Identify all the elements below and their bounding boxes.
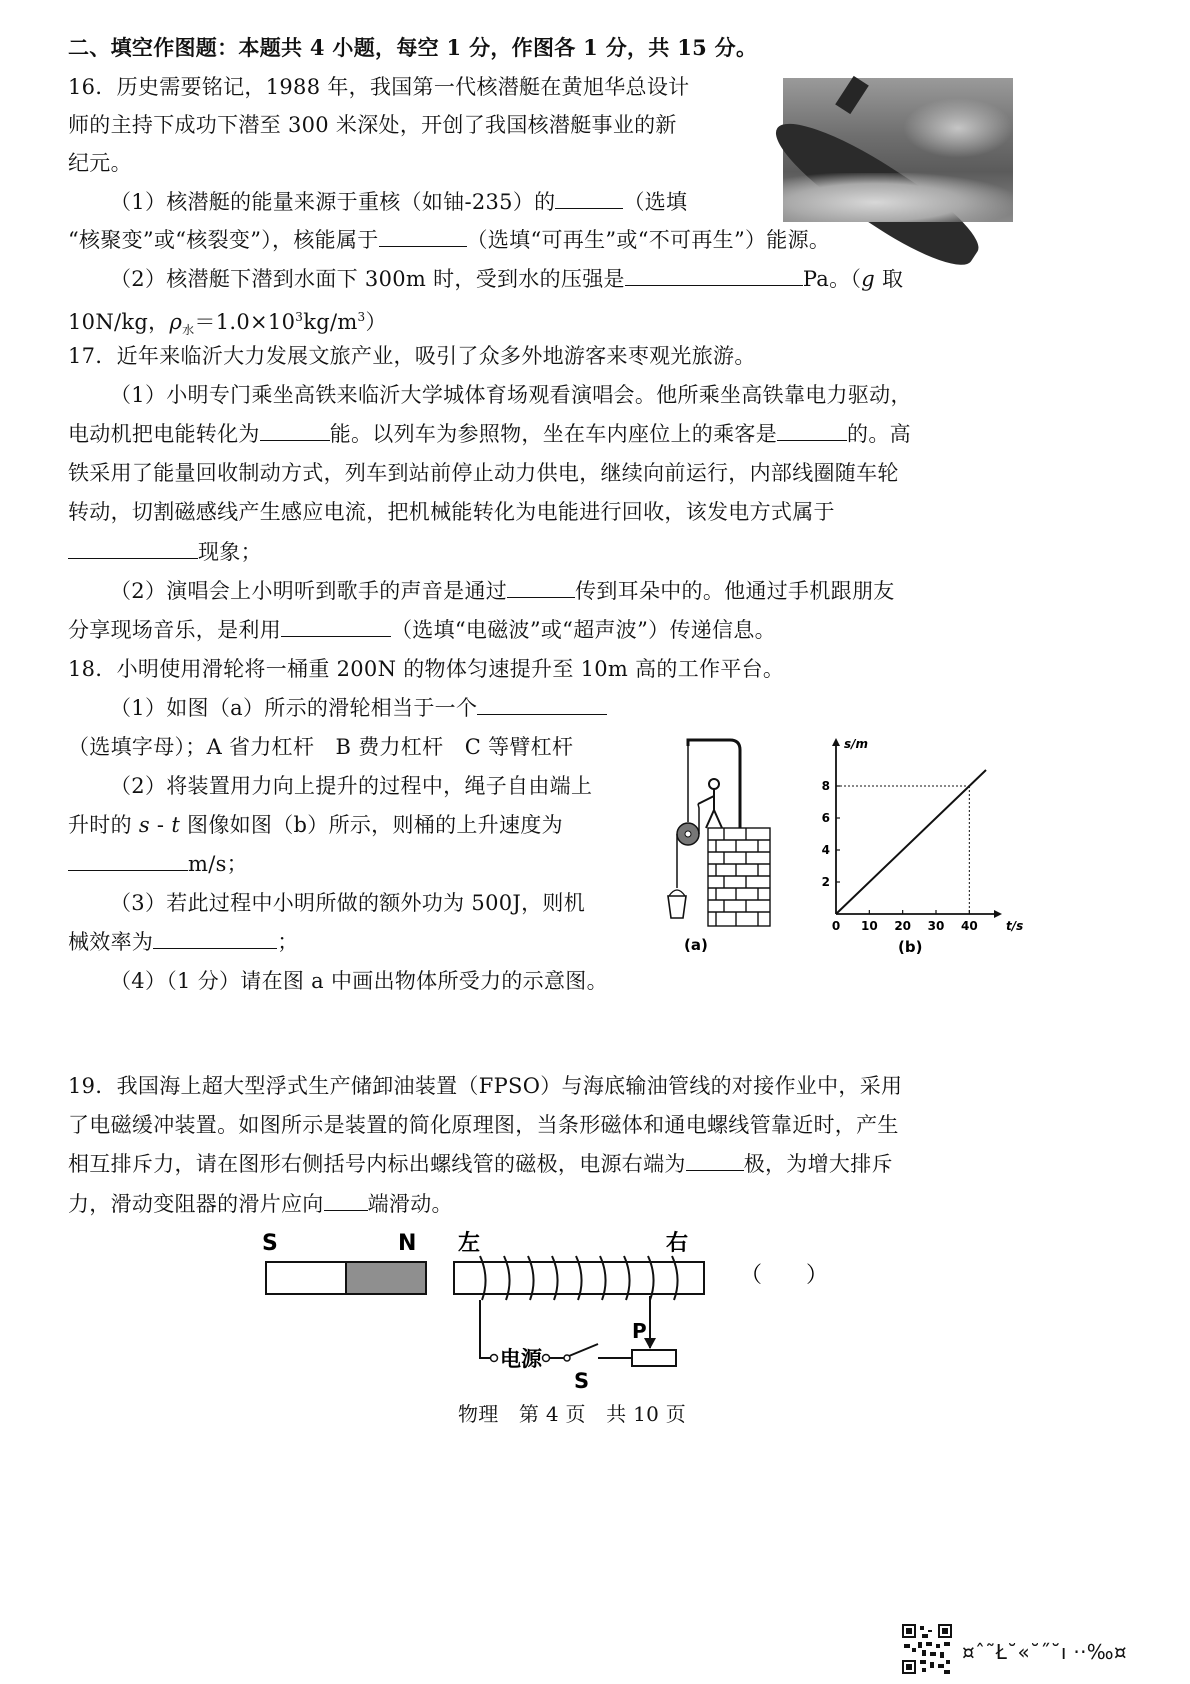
q18-text-2b5: 图像如图（b）所示，则桶的上升速度为	[180, 813, 563, 837]
q16-part2-text-b: Pa。（	[802, 267, 862, 291]
q16-blank-1[interactable]	[555, 188, 623, 209]
q18-part3: （3）若此过程中小明所做的额外功为 500J，则机	[110, 891, 586, 915]
switch-label: S	[574, 1369, 590, 1393]
q17-text-b1: 电动机把电能转化为	[68, 422, 260, 446]
q16-part2-text: （2）核潜艇下潜到水面下 300m 时，受到水的压强是	[110, 267, 625, 291]
q17-blank-1[interactable]	[260, 420, 330, 441]
x-tick-label: 20	[894, 919, 912, 933]
brick-wall	[708, 828, 770, 926]
corner-garbled-text: ¤ˆ˜Ł˘«˘˝˘ı ··‰¤	[962, 1640, 1127, 1664]
section-title: 二、填空作图题：本题共 4 小题，每空 1 分，作图各 1 分，共 15 分。	[68, 35, 758, 60]
q19-text-3b: 极，为增大排斥	[743, 1152, 893, 1176]
q18-part2: （2）将装置用力向上提升的过程中，绳子自由端上	[110, 774, 593, 798]
solenoid-pole-bracket[interactable]: （ ）	[740, 1263, 829, 1288]
q16-line3: 纪元。	[68, 151, 132, 175]
q19-line2: 了电磁缓冲装置。如图所示是装置的简化原理图，当条形磁体和通电螺线管靠近时，产生	[68, 1113, 899, 1137]
q16-exp2: 3	[357, 310, 366, 324]
pulley-hub	[685, 831, 691, 837]
q16-rho-symbol: ρ	[169, 310, 183, 334]
q17-text-2b1: 分享现场音乐，是利用	[68, 618, 281, 642]
q17-text-2b2: （选填“电磁波”或“超声波”）传递信息。	[391, 618, 776, 642]
q18-text-3b1: 械效率为	[68, 930, 154, 954]
page-footer: 物理 第 4 页 共 10 页	[458, 1402, 687, 1426]
q16-part1-text-b: （选填	[623, 190, 688, 214]
q16-part1-text-c: “核聚变”或“核裂变”），核能属于	[68, 228, 379, 252]
y-axis-arrow	[832, 738, 840, 746]
q16-part1-cont	[68, 226, 830, 254]
q17-text-2a2: 传到耳朵中的。他通过手机跟朋友	[575, 579, 895, 603]
x-axis-arrow	[994, 910, 1002, 918]
x-tick-label: 0	[831, 919, 841, 933]
q17-line1: 17．近年来临沂大力发展文旅产业，吸引了众多外地游客来枣观光旅游。	[68, 344, 756, 368]
q19-line3	[68, 1150, 893, 1178]
left-label: 左	[458, 1231, 481, 1256]
q18-blank-2[interactable]	[68, 850, 188, 871]
q16-part1-text: （1）核潜艇的能量来源于重核（如铀-235）的	[110, 190, 556, 214]
q17-blank-3[interactable]	[68, 538, 198, 559]
q18-part4: （4）（1 分）请在图 a 中画出物体所受力的示意图。	[110, 969, 608, 993]
power-source-label: 电源	[500, 1347, 542, 1371]
q19-line4	[68, 1190, 453, 1218]
q16-part2-text-e: ＝1.0×10	[194, 310, 296, 334]
q16-part2-text-end: ）	[365, 310, 387, 334]
figure-a-caption: (a)	[684, 936, 708, 954]
q16-part2-text-c: 取	[874, 267, 904, 291]
right-label: 右	[666, 1231, 689, 1256]
q19-text-3a: 相互排斥力，请在图形右侧括号内标出螺线管的磁极，电源右端为	[68, 1152, 686, 1176]
figure-b-st-graph	[808, 737, 1024, 956]
q17-part1: （1）小明专门乘坐高铁来临沂大学城体育场观看演唱会。他所乘坐高铁靠电力驱动，	[110, 383, 912, 407]
switch-lever[interactable]	[569, 1344, 598, 1356]
q18-part2-l3	[68, 850, 248, 878]
person-figure	[698, 779, 722, 828]
q17-text-b2: 能。以列车为参照物，坐在车内座位上的乘客是	[329, 422, 778, 446]
q16-part2-text-d: 10N/kg，	[68, 310, 170, 334]
bucket-handle	[669, 890, 685, 896]
y-tick-label: 4	[821, 843, 830, 857]
power-terminal-right	[543, 1355, 550, 1362]
q18-text-2c: m/s；	[188, 852, 248, 876]
magnet-n-label: N	[398, 1231, 417, 1256]
q16-part1-text-d: （选填“可再生”或“不可再生”）能源。	[466, 228, 831, 252]
figure-b-caption: (b)	[898, 938, 923, 956]
q17-text-e: 现象；	[198, 540, 262, 564]
q16-part2-cont	[68, 303, 387, 344]
q17-part1-l4: 转动，切割磁感线产生感应电流，把机械能转化为电能进行回收，该发电方式属于	[68, 500, 835, 524]
solenoid-circuit-diagram	[258, 1222, 829, 1422]
power-terminal-left	[491, 1355, 498, 1362]
q16-exp: 3	[295, 310, 304, 324]
q18-text-1a: （1）如图（a）所示的滑轮相当于一个	[110, 696, 478, 720]
q18-s-var: s	[138, 813, 150, 837]
y-tick-label: 8	[821, 779, 830, 793]
q17-part1-l3: 铁采用了能量回收制动方式，列车到站前停止动力供电，继续向前运行，内部线圈随车轮	[68, 461, 899, 485]
x-tick-label: 30	[927, 919, 945, 933]
q19-blank-2[interactable]	[324, 1190, 368, 1211]
q18-part3-l2	[68, 928, 299, 956]
q16-line2: 师的主持下成功下潜至 300 米深处，开创了我国核潜艇事业的新	[68, 113, 677, 137]
q19-blank-1[interactable]	[686, 1150, 744, 1171]
submarine-photo	[783, 78, 1013, 222]
slider-label: P	[632, 1319, 647, 1343]
wire-left	[480, 1300, 490, 1358]
q17-blank-4[interactable]	[507, 577, 575, 598]
q17-part1-l2	[68, 420, 911, 448]
q16-part2	[110, 265, 903, 293]
magnet-s-label: S	[262, 1231, 278, 1256]
q18-part1-l2: （选填字母）；A 省力杠杆 B 费力杠杆 C 等臂杠杆	[68, 735, 574, 759]
q17-part1-l5	[68, 538, 262, 566]
y-axis-label: s/m	[844, 737, 869, 751]
x-tick-label: 10	[860, 919, 878, 933]
y-tick-label: 6	[821, 811, 830, 825]
q18-part2-l2	[68, 811, 563, 839]
q16-blank-3[interactable]	[625, 265, 803, 286]
q18-text-2b3: -	[149, 813, 172, 837]
q17-blank-5[interactable]	[281, 616, 391, 637]
q18-line1: 18．小明使用滑轮将一桶重 200N 的物体匀速提升至 10m 高的工作平台。	[68, 657, 785, 681]
q18-text-3b2: ；	[277, 930, 299, 954]
q16-g-symbol: g	[861, 267, 875, 291]
bar-magnet-s-half	[266, 1262, 346, 1294]
q17-text-b3: 的。高	[847, 422, 911, 446]
q16-part2-text-f: kg/m	[303, 310, 358, 334]
q18-text-2b1: 升时的	[68, 813, 139, 837]
q16-blank-2[interactable]	[379, 226, 467, 247]
q16-rho-subscript: 水	[182, 323, 195, 338]
q19-line1: 19．我国海上超大型浮式生产储卸油装置（FPSO）与海底输油管线的对接作业中，采用	[68, 1074, 903, 1098]
x-axis-label: t/s	[1006, 919, 1024, 933]
q18-blank-1[interactable]	[477, 694, 607, 715]
q16-line1: 16．历史需要铭记，1988 年，我国第一代核潜艇在黄旭华总设计	[68, 75, 690, 99]
q17-blank-2[interactable]	[777, 420, 847, 441]
y-tick-label: 2	[821, 875, 830, 889]
x-tick-label: 40	[960, 919, 978, 933]
q17-part2-l2	[68, 616, 776, 644]
figure-a-pulley	[668, 738, 780, 954]
q18-t-var: t	[171, 813, 181, 837]
q18-part1	[110, 694, 607, 722]
data-line-s-t	[836, 770, 986, 914]
rheostat	[632, 1350, 676, 1366]
q18-blank-3[interactable]	[153, 928, 277, 949]
q19-text-4a: 力，滑动变阻器的滑片应向	[68, 1192, 324, 1216]
qr-code	[902, 1624, 952, 1674]
bucket	[668, 896, 686, 918]
q19-text-4b: 端滑动。	[367, 1192, 453, 1216]
q17-text-2a1: （2）演唱会上小明听到歌手的声音是通过	[110, 579, 508, 603]
bar-magnet-n-half	[346, 1262, 426, 1294]
q16-part1	[110, 188, 687, 216]
q17-part2	[110, 577, 895, 605]
